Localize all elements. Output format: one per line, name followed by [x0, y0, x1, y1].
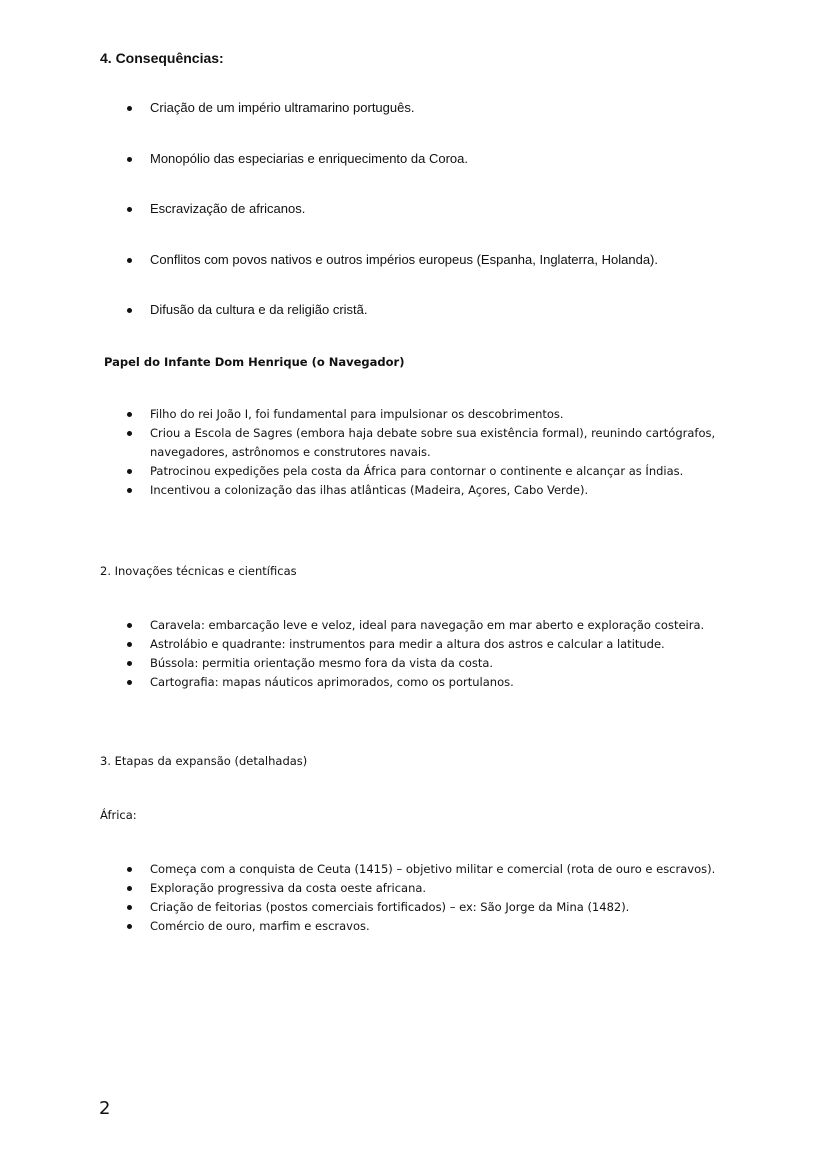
list-item: Escravização de africanos. [126, 201, 658, 252]
list-item: Conflitos com povos nativos e outros impérios europeus (Espanha, Inglaterra, Holanda). [126, 252, 658, 303]
infante-list [126, 405, 716, 500]
africa-list [126, 860, 726, 936]
list-item: Começa com a conquista de Ceuta (1415) – objetivo militar e comercial (rota de ouro e escravos). [126, 860, 726, 879]
list-item: Patrocinou expedições pela costa da África para contornar o continente e alcançar as Índias. [126, 462, 716, 481]
consequencias-heading: 4. Consequências: [100, 50, 224, 66]
etapas-heading: 3. Etapas da expansão (detalhadas) [100, 754, 308, 768]
africa-subheading: África: [100, 808, 137, 822]
page-number: 2 [99, 1098, 111, 1119]
list-item: Exploração progressiva da costa oeste africana. [126, 879, 726, 898]
list-item: Criou a Escola de Sagres (embora haja debate sobre sua existência formal), reunindo cartógrafos, navegadores, astrônomos e construtores navais. [126, 424, 716, 462]
list-item: Cartografia: mapas náuticos aprimorados, como os portulanos. [126, 673, 726, 692]
consequencias-list [126, 100, 658, 353]
list-item: Criação de feitorias (postos comerciais fortificados) – ex: São Jorge da Mina (1482). [126, 898, 726, 917]
list-item: Incentivou a colonização das ilhas atlânticas (Madeira, Açores, Cabo Verde). [126, 481, 716, 500]
list-item: Bússola: permitia orientação mesmo fora da vista da costa. [126, 654, 726, 673]
inovacoes-list [126, 616, 726, 692]
inovacoes-heading: 2. Inovações técnicas e científicas [100, 564, 297, 578]
list-item: Comércio de ouro, marfim e escravos. [126, 917, 726, 936]
list-item: Criação de um império ultramarino português. [126, 100, 658, 151]
list-item: Caravela: embarcação leve e veloz, ideal para navegação em mar aberto e exploração costeira. [126, 616, 726, 635]
infante-heading: Papel do Infante Dom Henrique (o Navegador) [104, 355, 405, 369]
list-item: Monopólio das especiarias e enriquecimento da Coroa. [126, 151, 658, 202]
list-item: Astrolábio e quadrante: instrumentos para medir a altura dos astros e calcular a latitude. [126, 635, 726, 654]
list-item: Difusão da cultura e da religião cristã. [126, 302, 658, 353]
list-item: Filho do rei João I, foi fundamental para impulsionar os descobrimentos. [126, 405, 716, 424]
